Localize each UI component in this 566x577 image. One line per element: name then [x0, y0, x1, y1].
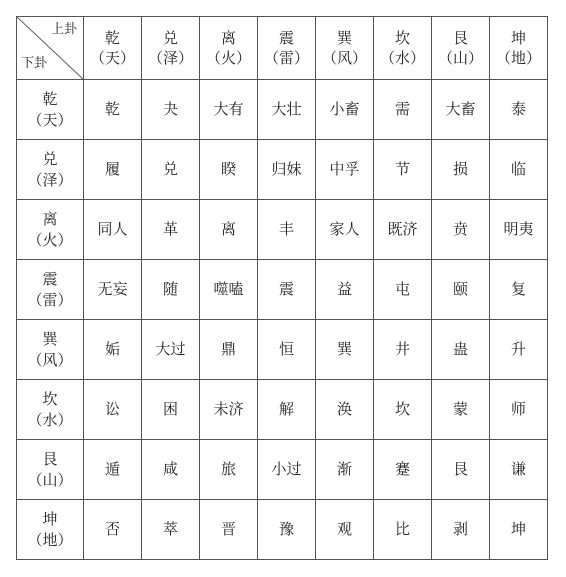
hexagram-cell: 兑: [142, 140, 200, 200]
trigram-element: （火）: [205, 49, 251, 67]
hexagram-cell: 困: [142, 380, 200, 440]
hexagram-cell: 革: [142, 200, 200, 260]
hexagram-cell: 豫: [258, 500, 316, 560]
hexagram-cell: 损: [432, 140, 490, 200]
trigram-name: 震: [42, 270, 58, 289]
hexagram-cell: 需: [374, 80, 432, 140]
trigram-name: 艮: [452, 28, 468, 47]
hexagram-cell: 大过: [142, 320, 200, 380]
hexagram-cell: 睽: [200, 140, 258, 200]
upper-trigram-header: [258, 17, 316, 80]
hexagram-cell: 坎: [374, 380, 432, 440]
hexagram-cell: 观: [316, 500, 374, 560]
lower-trigram-header: [17, 380, 84, 440]
hexagram-cell: 噬嗑: [200, 260, 258, 320]
upper-trigram-header: [374, 17, 432, 80]
hexagram-cell: 贲: [432, 200, 490, 260]
header-row: [17, 17, 548, 80]
hexagram-cell: 丰: [258, 200, 316, 260]
hexagram-cell: 师: [490, 380, 548, 440]
table-row: [17, 80, 548, 140]
trigram-element: （火）: [27, 230, 73, 249]
hexagram-cell: 巽: [316, 320, 374, 380]
corner-cell: [17, 17, 84, 80]
trigram-name: 兑: [162, 28, 178, 47]
hexagram-cell: 蛊: [432, 320, 490, 380]
hexagram-cell: 未济: [200, 380, 258, 440]
table-row: [17, 140, 548, 200]
table-row: [17, 260, 548, 320]
hexagram-cell: 讼: [84, 380, 142, 440]
trigram-element: （地）: [495, 49, 541, 67]
hexagram-cell: 既济: [374, 200, 432, 260]
trigram-element: （水）: [27, 410, 73, 429]
hexagram-cell: 复: [490, 260, 548, 320]
upper-trigram-header: [490, 17, 548, 80]
upper-trigram-header: [142, 17, 200, 80]
hexagram-cell: 蒙: [432, 380, 490, 440]
trigram-name: 离: [42, 210, 58, 229]
lower-trigram-header: [17, 260, 84, 320]
trigram-name: 巽: [42, 330, 58, 349]
hexagram-cell: 泰: [490, 80, 548, 140]
hexagram-cell: 谦: [490, 440, 548, 500]
trigram-element: （风）: [321, 49, 367, 67]
trigram-element: （山）: [27, 470, 73, 489]
trigram-element: （泽）: [27, 170, 73, 189]
trigram-name: 艮: [42, 450, 58, 469]
hexagram-cell: 蹇: [374, 440, 432, 500]
hexagram-cell: 家人: [316, 200, 374, 260]
trigram-name: 乾: [42, 90, 58, 109]
table-row: [17, 380, 548, 440]
hexagram-cell: 艮: [432, 440, 490, 500]
trigram-element: （地）: [27, 530, 73, 549]
lower-trigram-header: [17, 200, 84, 260]
trigram-name: 巽: [336, 28, 352, 47]
trigram-element: （山）: [437, 49, 483, 67]
hexagram-cell: 明夷: [490, 200, 548, 260]
table-row: [17, 200, 548, 260]
hexagram-cell: 姤: [84, 320, 142, 380]
trigram-element: （雷）: [263, 49, 309, 67]
hexagram-cell: 夬: [142, 80, 200, 140]
hexagram-cell: 随: [142, 260, 200, 320]
hexagram-cell: 鼎: [200, 320, 258, 380]
hexagram-cell: 萃: [142, 500, 200, 560]
hexagram-cell: 升: [490, 320, 548, 380]
hexagram-cell: 涣: [316, 380, 374, 440]
trigram-element: （水）: [379, 49, 425, 67]
table-row: [17, 320, 548, 380]
upper-trigram-header: [200, 17, 258, 80]
hexagram-cell: 大有: [200, 80, 258, 140]
hexagram-cell: 临: [490, 140, 548, 200]
hexagram-cell: 履: [84, 140, 142, 200]
hexagram-cell: 屯: [374, 260, 432, 320]
trigram-element: （风）: [27, 350, 73, 369]
lower-trigram-header: [17, 140, 84, 200]
hexagram-cell: 坤: [490, 500, 548, 560]
lower-trigram-header: [17, 80, 84, 140]
hexagram-cell: 节: [374, 140, 432, 200]
hexagram-cell: 旅: [200, 440, 258, 500]
trigram-name: 坤: [510, 28, 526, 47]
hexagram-cell: 井: [374, 320, 432, 380]
hexagram-cell: 颐: [432, 260, 490, 320]
upper-trigram-label: 上卦: [50, 22, 77, 37]
trigram-element: （天）: [89, 49, 135, 67]
trigram-element: （泽）: [147, 49, 193, 67]
trigram-element: （雷）: [27, 290, 73, 309]
hexagram-cell: 小过: [258, 440, 316, 500]
trigram-name: 坎: [42, 390, 58, 409]
hexagram-cell: 遁: [84, 440, 142, 500]
trigram-name: 震: [278, 28, 294, 47]
lower-trigram-header: [17, 440, 84, 500]
upper-trigram-header: [84, 17, 142, 80]
lower-trigram-header: [17, 500, 84, 560]
trigram-name: 离: [220, 28, 236, 47]
hexagram-cell: 咸: [142, 440, 200, 500]
hexagram-cell: 离: [200, 200, 258, 260]
upper-trigram-header: [316, 17, 374, 80]
hexagram-table: [16, 16, 548, 560]
hexagram-table-container: [16, 16, 548, 560]
hexagram-cell: 震: [258, 260, 316, 320]
hexagram-cell: 小畜: [316, 80, 374, 140]
hexagram-cell: 晋: [200, 500, 258, 560]
hexagram-cell: 乾: [84, 80, 142, 140]
trigram-name: 坎: [394, 28, 410, 47]
hexagram-cell: 中孚: [316, 140, 374, 200]
hexagram-cell: 比: [374, 500, 432, 560]
hexagram-cell: 大畜: [432, 80, 490, 140]
hexagram-cell: 恒: [258, 320, 316, 380]
hexagram-cell: 益: [316, 260, 374, 320]
hexagram-cell: 大壮: [258, 80, 316, 140]
table-row: [17, 500, 548, 560]
hexagram-cell: 归妹: [258, 140, 316, 200]
trigram-name: 兑: [42, 150, 58, 169]
trigram-element: （天）: [27, 110, 73, 129]
upper-trigram-header: [432, 17, 490, 80]
trigram-name: 乾: [104, 28, 120, 47]
hexagram-cell: 剥: [432, 500, 490, 560]
hexagram-cell: 否: [84, 500, 142, 560]
hexagram-cell: 无妄: [84, 260, 142, 320]
table-row: [17, 440, 548, 500]
hexagram-cell: 同人: [84, 200, 142, 260]
hexagram-cell: 解: [258, 380, 316, 440]
lower-trigram-label: 下卦: [21, 56, 48, 72]
hexagram-cell: 渐: [316, 440, 374, 500]
lower-trigram-header: [17, 320, 84, 380]
trigram-name: 坤: [42, 510, 58, 529]
